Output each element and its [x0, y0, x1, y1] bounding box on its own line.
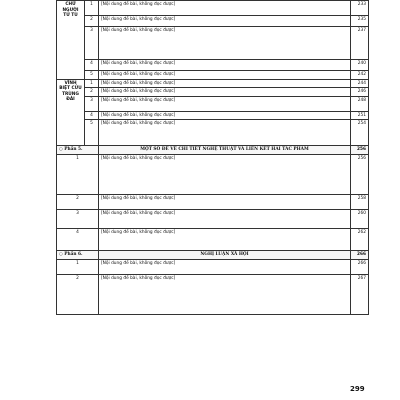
row-page: 246 [351, 88, 369, 97]
row-number: 4 [85, 111, 99, 120]
toc-sheet [56, 0, 368, 315]
row-text: [Nội dung đề bài, không đọc được] [99, 96, 351, 111]
row-page: 233 [351, 1, 369, 16]
row-number: 5 [85, 71, 99, 80]
toc-row [57, 259, 369, 274]
row-number: 5 [85, 120, 99, 146]
row-number: 3 [85, 27, 99, 60]
row-number: 1 [85, 79, 99, 88]
toc-row [57, 154, 369, 194]
row-page: 256 [351, 154, 369, 194]
row-number: 4 [57, 228, 99, 250]
row-page: 267 [351, 274, 369, 314]
toc-row [57, 111, 369, 120]
part-6-title: NGHỊ LUẬN XÃ HỘI [99, 250, 351, 259]
row-text: [Nội dung đề bài, không đọc được] [99, 228, 351, 250]
toc-row [57, 209, 369, 228]
row-text: [Nội dung đề bài, không đọc được] [99, 274, 351, 314]
toc-row [57, 120, 369, 146]
row-page: 242 [351, 71, 369, 80]
row-text: [Nội dung đề bài, không đọc được] [99, 259, 351, 274]
row-page: 251 [351, 111, 369, 120]
row-text: [Nội dung đề bài, không đọc được] [99, 194, 351, 209]
toc-row [57, 274, 369, 314]
row-text: [Nội dung đề bài, không đọc được] [99, 71, 351, 80]
part-6-header [57, 250, 369, 259]
part-6-label: ○ Phần 6. [57, 250, 99, 259]
row-number: 1 [85, 1, 99, 16]
part-5-label: ○ Phần 5. [57, 146, 99, 155]
row-text: [Nội dung đề bài, không đọc được] [99, 1, 351, 16]
toc-row [57, 1, 369, 16]
toc-row [57, 79, 369, 88]
row-page: 266 [351, 259, 369, 274]
row-number: 3 [85, 96, 99, 111]
toc-row [57, 71, 369, 80]
row-page: 254 [351, 120, 369, 146]
part-5-title: MỘT SỐ ĐỀ VỀ CHI TIẾT NGHỆ THUẬT VÀ LIÊN KẾT HAI TÁC PHẨM [99, 146, 351, 155]
part-6-page: 266 [351, 250, 369, 259]
row-text: [Nội dung đề bài, không đọc được] [99, 60, 351, 71]
toc-row [57, 16, 369, 27]
row-number: 1 [57, 154, 99, 194]
row-text: [Nội dung đề bài, không đọc được] [99, 27, 351, 60]
row-page: 248 [351, 96, 369, 111]
part-5-header [57, 146, 369, 155]
toc-table [56, 0, 369, 315]
row-number: 2 [85, 16, 99, 27]
group-label-vinh-biet-cuu-trung-dai: VĨNH BIỆT CỬU TRÙNG ĐÀI [57, 79, 85, 146]
toc-row [57, 194, 369, 209]
row-number: 2 [85, 88, 99, 97]
row-page: 244 [351, 79, 369, 88]
toc-row [57, 60, 369, 71]
row-page: 260 [351, 209, 369, 228]
row-text: [Nội dung đề bài, không đọc được] [99, 79, 351, 88]
group-label-chu-nguoi-tu-tu: CHỮ NGƯỜI TỬ TÙ [57, 1, 85, 80]
row-text: [Nội dung đề bài, không đọc được] [99, 154, 351, 194]
row-number: 2 [57, 274, 99, 314]
row-number: 1 [57, 259, 99, 274]
row-text: [Nội dung đề bài, không đọc được] [99, 209, 351, 228]
part-5-page: 256 [351, 146, 369, 155]
row-text: [Nội dung đề bài, không đọc được] [99, 88, 351, 97]
row-number: 2 [57, 194, 99, 209]
toc-row [57, 27, 369, 60]
row-text: [Nội dung đề bài, không đọc được] [99, 16, 351, 27]
row-page: 235 [351, 16, 369, 27]
row-number: 4 [85, 60, 99, 71]
row-number: 3 [57, 209, 99, 228]
row-page: 240 [351, 60, 369, 71]
toc-row [57, 96, 369, 111]
page-number: 299 [350, 385, 365, 393]
row-text: [Nội dung đề bài, không đọc được] [99, 120, 351, 146]
toc-row [57, 228, 369, 250]
toc-row [57, 88, 369, 97]
row-text: [Nội dung đề bài, không đọc được] [99, 111, 351, 120]
row-page: 262 [351, 228, 369, 250]
row-page: 258 [351, 194, 369, 209]
row-page: 237 [351, 27, 369, 60]
